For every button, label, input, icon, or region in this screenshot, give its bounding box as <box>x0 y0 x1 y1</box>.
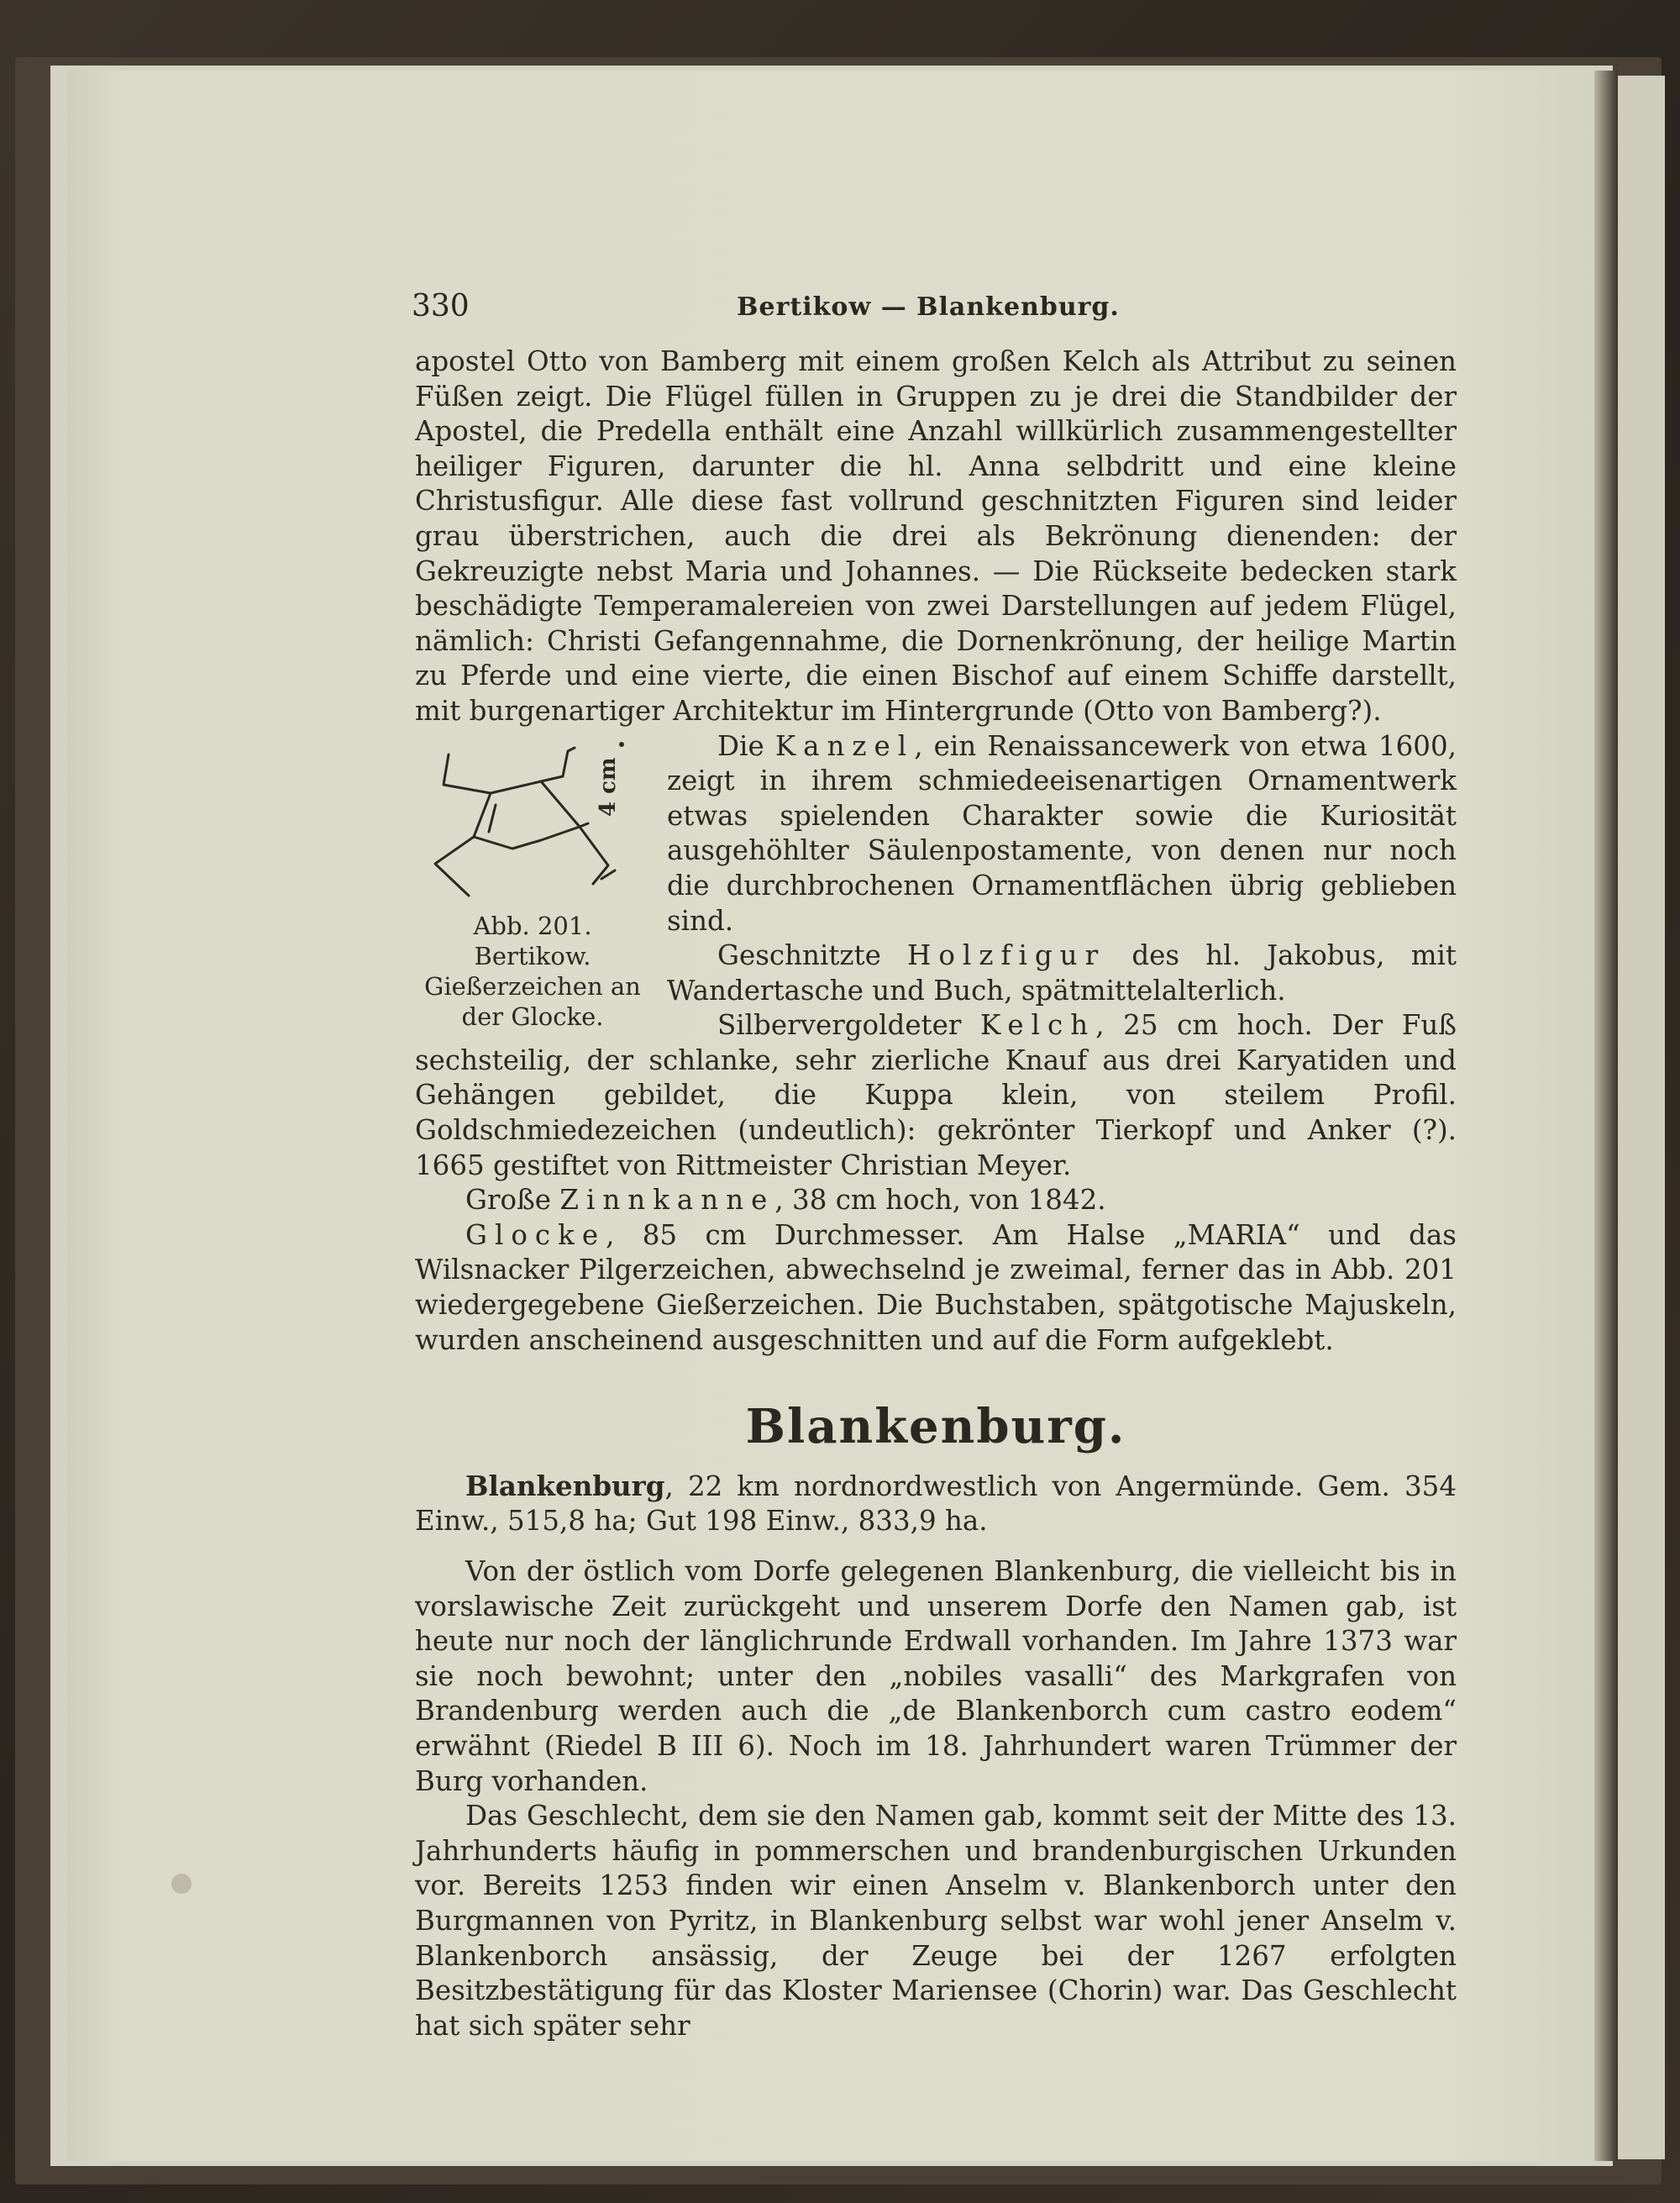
mark-right-arm <box>541 781 588 827</box>
scale-label: 4 cm <box>596 757 621 817</box>
foundry-mark-drawing <box>415 729 650 906</box>
next-page-edge <box>1618 76 1665 2159</box>
paragraph-altar-description: apostel Otto von Bamberg mit einem großen Kelch als Attribut zu seinen Füßen zeigt. Die Flügel füllen in Gruppen zu je drei die Standbilder der Apostel, die Predella enthält eine Anzahl willkürlich zusammengestellter heiliger Figuren, darunter die hl. Anna selbdritt und eine kleine Christusfigur. Alle diese fast vollrund geschnitzten Figuren sind leider grau überstrichen, auch die drei als Bekrönung dienenden: der Gekreuzigte nebst Maria und Johannes. — Die Rückseite bedecken stark beschädigte Temperamalereien von zwei Darstellungen auf jedem Flügel, nämlich: Christi Gefangennahme, die Dornenkrönung, der heilige Martin zu Pferde und eine vierte, die einen Bischof auf einem Schiffe darstellt, mit burgenartiger Architektur im Hintergrunde (Otto von Bamberg?). <box>415 345 1457 727</box>
term-blankenburg: Blankenburg <box>465 1469 665 1502</box>
term-kanzel: Kanzel <box>774 729 915 762</box>
mark-left-tail <box>435 837 474 896</box>
paragraph-bell: Glocke, 85 cm Durchmesser. Am Halse „MARIA“ und das Wilsnacker Pilgerzeichen, abwechselnd je zweimal, ferner das in Abb. 201 wiedergegebene Gießerzeichen. Die Buchstaben, spätgotische Majuskeln, wurden anscheinend ausgeschnitten und auf die Form aufgeklebt. <box>415 1218 1457 1356</box>
term-kelch: Kelch <box>980 1009 1096 1042</box>
mark-bowl <box>474 793 580 849</box>
paragraph-location: Blankenburg, 22 km nordnordwestlich von Angermünde. Gem. 354 Einw., 515,8 ha; Gut 198 Einw., 833,9 ha. <box>415 1469 1457 1538</box>
paragraph-pewter-jug: Große Zinnkanne, 38 cm hoch, von 1842. <box>465 1184 1106 1217</box>
figure-caption: Abb. 201. Bertikow. Gießerzeichen an der Glocke. <box>424 911 641 1031</box>
paragraph-family-history: Das Geschlecht, dem sie den Namen gab, kommt seit der Mitte des 13. Jahrhunderts häufig in pommerschen und brandenburgischen Urkunden vor. Bereits 1253 finden wir einen Anselm v. Blankenborch unter den Burgmannen von Pyritz, in Blankenburg selbst war wohl jener Anselm v. Blankenborch ansässig, der Zeuge bei der 1267 erfolgten Besitzbestätigung für das Kloster Mariensee (Chorin) war. Das Geschlecht hat sich später sehr <box>415 1800 1457 2042</box>
term-zinnkanne: Zinnkanne <box>559 1184 775 1217</box>
paper-stain <box>171 1874 192 1894</box>
figure-201 <box>415 729 650 1032</box>
term-holzfigur: Holzfigur <box>907 939 1106 972</box>
paragraph-castle-history: Von der östlich vom Dorfe gelegenen Blankenburg, die vielleicht bis in vorslawische Zeit zurückgeht und unserem Dorfe den Namen gab, ist heute nur noch der länglichrunde Erdwall vorhanden. Im Jahre 1373 war sie noch bewohnt; unter den „nobiles vasalli“ des Markgrafen von Brandenburg werden auch die „de Blankenborch cum castro eodem“ erwähnt (Riedel B III 6). Noch im 18. Jahrhundert waren Trümmer der Burg vorhanden. <box>415 1555 1457 1797</box>
paragraph-pulpit: Die Kanzel, ein Renaissancewerk von etwa 1600, zeigt in ihrem schmiedeeisenartigen Ornamentwerk etwas spielenden Charakter sowie die Kuriosität ausgehöhlter Säulenpostamente, von denen nur noch die durchbrochenen Ornamentflächen übrig geblieben sind. <box>667 729 1457 937</box>
running-title: Bertikow — Blankenburg. <box>737 292 1120 322</box>
mark-right-hook <box>563 748 575 776</box>
mark-top-bar <box>491 776 563 793</box>
page-header <box>412 289 1445 326</box>
term-glocke: Glocke <box>465 1218 606 1251</box>
page-number: 330 <box>412 289 470 323</box>
mark-dot <box>619 742 624 747</box>
paragraph-chalice: Silbervergoldeter Kelch, 25 cm hoch. Der Fuß sechsteilig, der schlanke, sehr zierliche Knauf aus drei Karyatiden und Gehängen gebildet, die Kuppa klein, von steilem Profil. Goldschmiedezeichen (undeutlich): gekrönter Tierkopf und Anker (?). 1665 gestiftet von Rittmeister Christian Meyer. <box>415 1009 1457 1181</box>
section-heading: Blankenburg. <box>745 1399 1126 1455</box>
paragraph-wooden-figure: Geschnitzte Holzfigur des hl. Jakobus, mit Wandertasche und Buch, spätmittelalterlich. <box>667 939 1457 1007</box>
mark-left-hook <box>444 754 491 793</box>
page-body-text <box>415 344 1457 2043</box>
mark-inner-stroke <box>489 805 496 832</box>
mark-right-tail <box>580 827 608 884</box>
book-gutter <box>1594 71 1618 2161</box>
